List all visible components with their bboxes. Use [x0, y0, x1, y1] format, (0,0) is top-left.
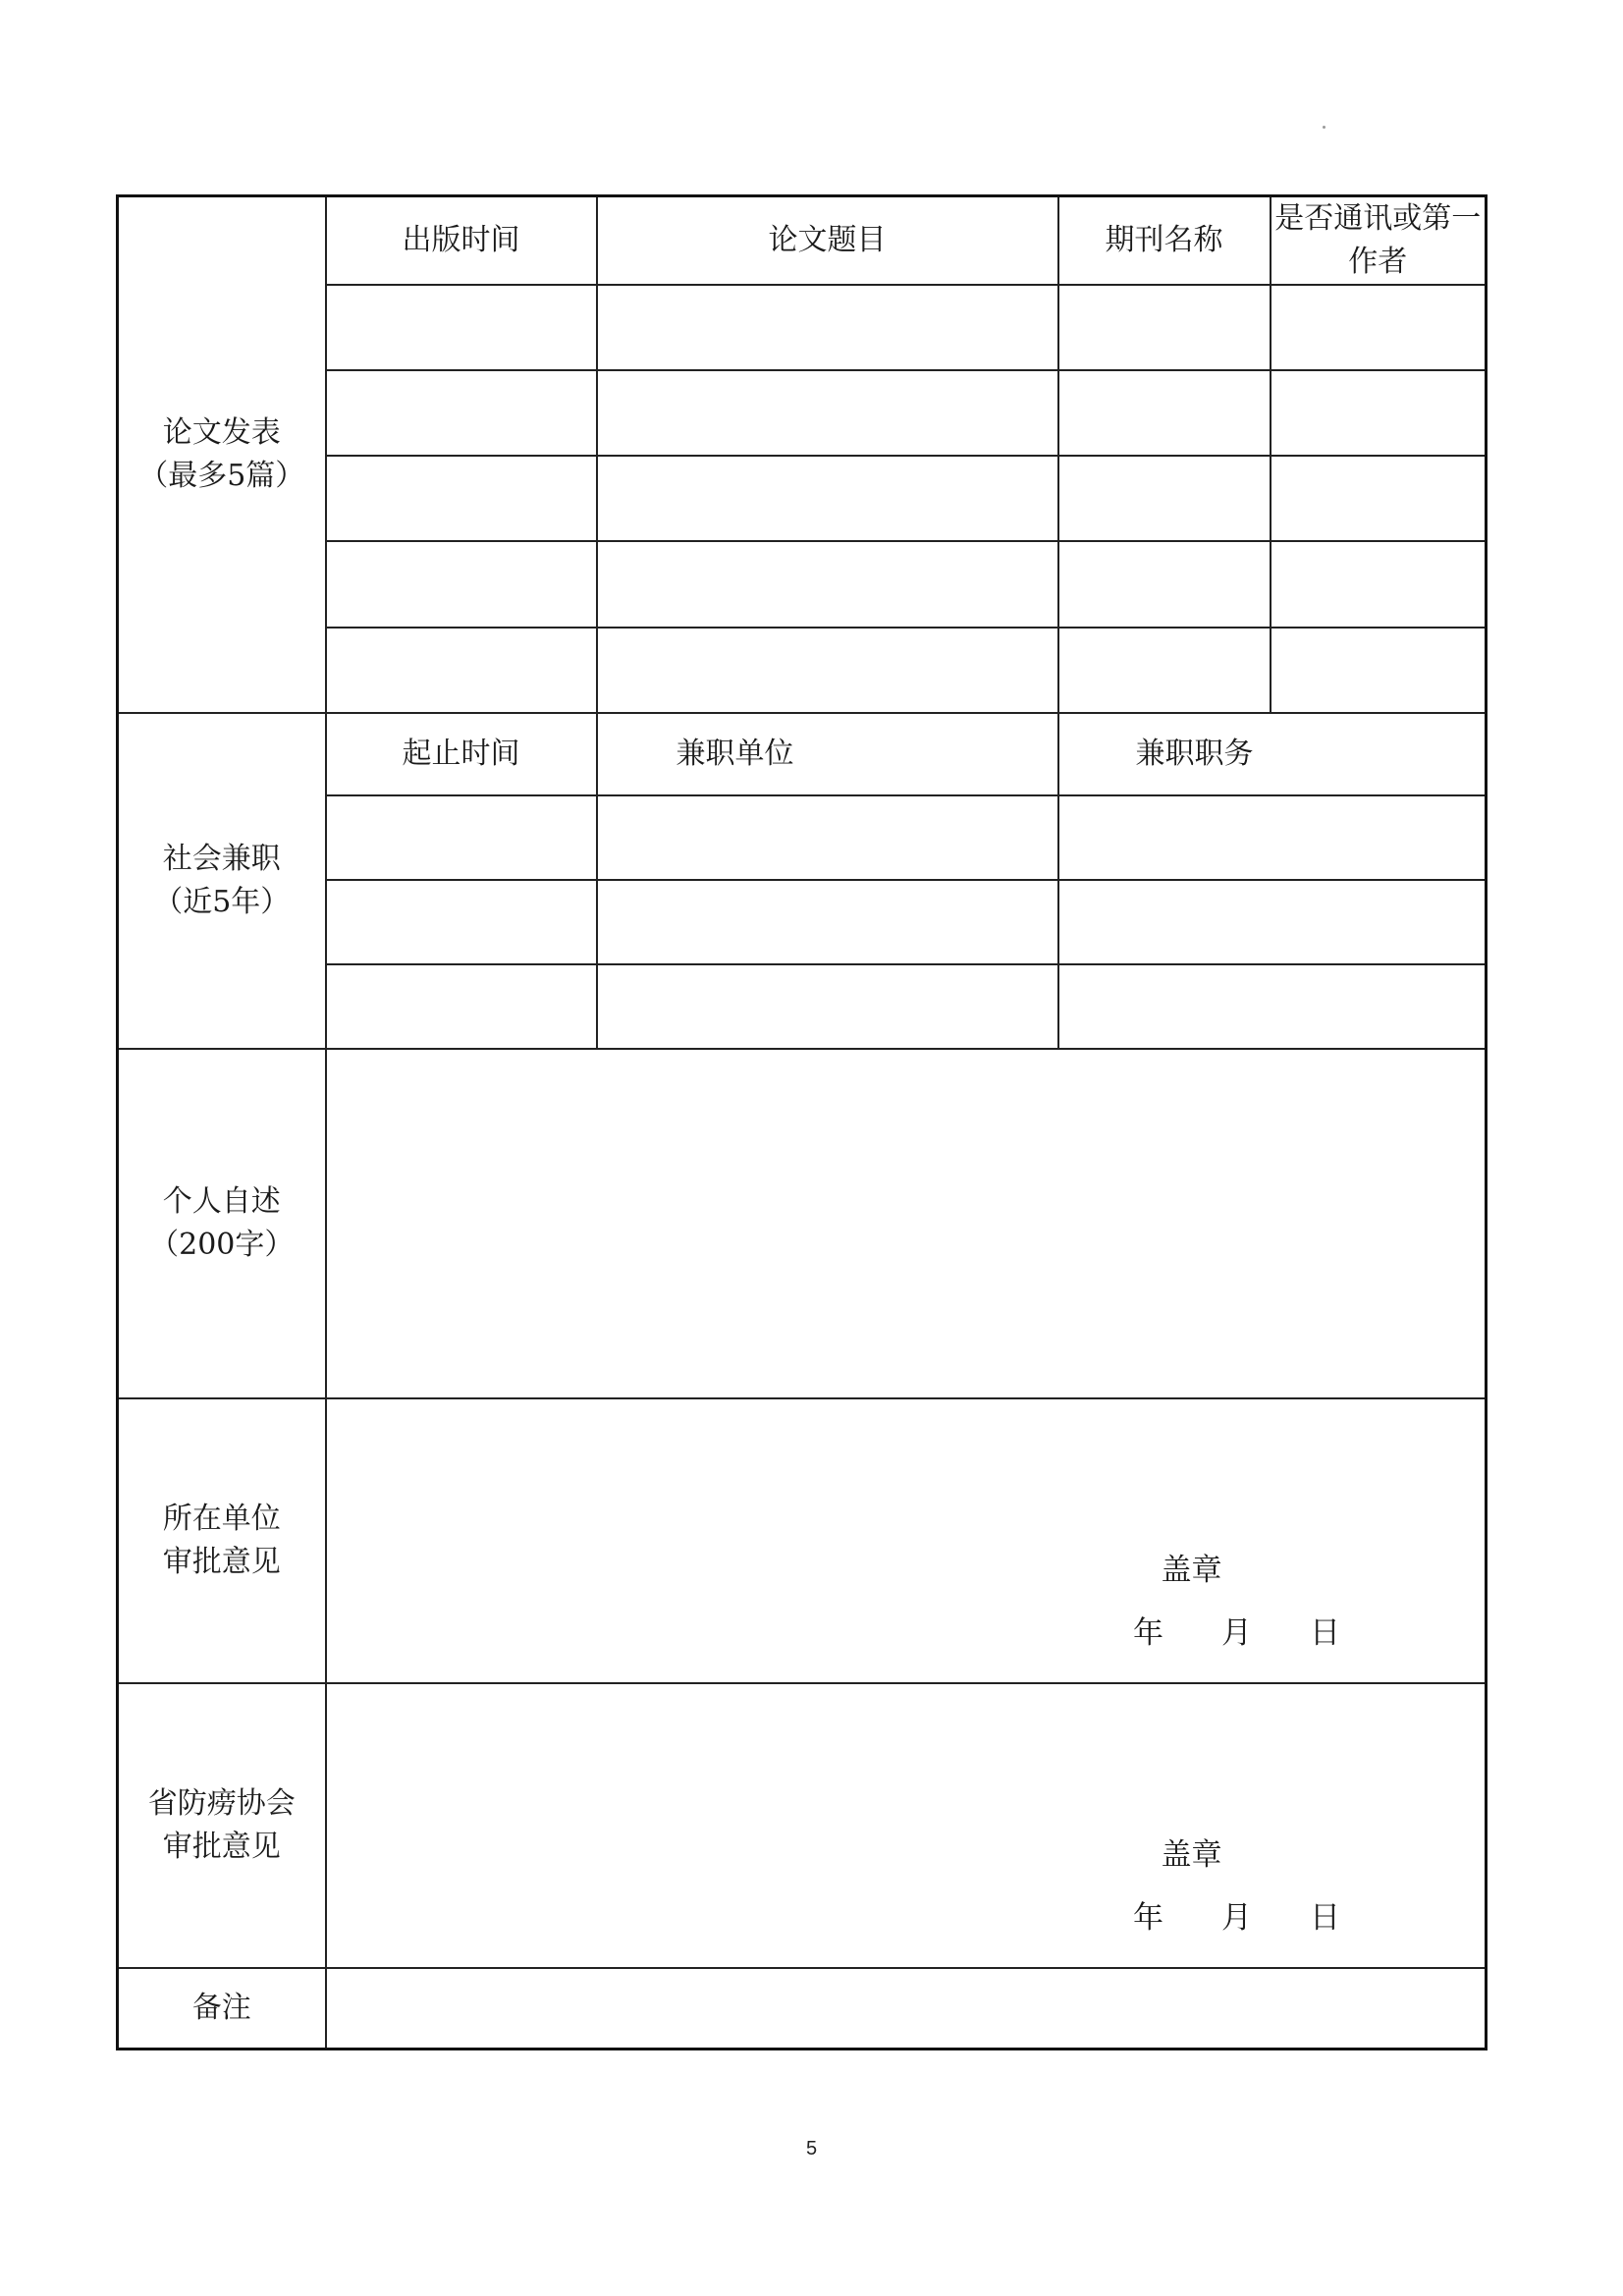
unit-date-day: 日: [1310, 1614, 1340, 1651]
parttime-header-position: 兼职职务: [1058, 713, 1487, 795]
papers-cell-journal[interactable]: [1058, 370, 1271, 456]
remarks-label: 备注: [118, 1968, 326, 2049]
parttime-cell-period[interactable]: [326, 880, 597, 964]
papers-header-journal: 期刊名称: [1058, 196, 1271, 286]
parttime-section-label: [118, 713, 326, 1049]
remarks-row: [118, 1968, 1487, 2049]
papers-cell-first-author[interactable]: [1271, 370, 1487, 456]
papers-cell-date[interactable]: [326, 541, 597, 627]
assoc-approval-label: [118, 1683, 326, 1968]
papers-cell-first-author[interactable]: [1271, 285, 1487, 370]
papers-cell-title[interactable]: [597, 541, 1058, 627]
unit-date-year: 年: [1133, 1614, 1163, 1651]
parttime-cell-position[interactable]: [1058, 795, 1487, 880]
papers-cell-title[interactable]: [597, 628, 1058, 713]
statement-label: [118, 1049, 326, 1397]
parttime-cell-position[interactable]: [1058, 880, 1487, 964]
remarks-content-cell[interactable]: [326, 1968, 1487, 2049]
statement-label-line2: （200字）: [149, 1227, 295, 1262]
assoc-approval-date: [1105, 1896, 1370, 1940]
parttime-header-period: 起止时间: [326, 713, 597, 795]
papers-header-title: 论文题目: [597, 196, 1058, 286]
papers-cell-title[interactable]: [597, 370, 1058, 456]
parttime-cell-unit[interactable]: [597, 795, 1058, 880]
papers-cell-journal[interactable]: [1058, 456, 1271, 541]
parttime-cell-unit[interactable]: [597, 964, 1058, 1049]
parttime-cell-unit[interactable]: [597, 880, 1058, 964]
assoc-seal-text: 盖章: [1161, 1837, 1222, 1874]
unit-approval-label-line1: 所在单位: [162, 1501, 281, 1536]
unit-approval-date: [1105, 1612, 1370, 1655]
papers-cell-title[interactable]: [597, 456, 1058, 541]
parttime-label-line2: （近5年）: [153, 884, 291, 919]
statement-content-cell[interactable]: [326, 1049, 1487, 1397]
scan-speck: [1323, 126, 1325, 129]
parttime-cell-position[interactable]: [1058, 964, 1487, 1049]
papers-cell-first-author[interactable]: [1271, 456, 1487, 541]
parttime-label-line1: 社会兼职: [162, 841, 281, 876]
parttime-cell-period[interactable]: [326, 964, 597, 1049]
papers-cell-date[interactable]: [326, 285, 597, 370]
assoc-approval-row: [118, 1683, 1487, 1968]
papers-cell-date[interactable]: [326, 628, 597, 713]
unit-approval-content-cell[interactable]: [326, 1398, 1487, 1683]
papers-cell-journal[interactable]: [1058, 628, 1271, 713]
unit-approval-label: [118, 1398, 326, 1683]
papers-cell-first-author[interactable]: [1271, 541, 1487, 627]
assoc-approval-label-line1: 省防痨协会: [147, 1786, 296, 1822]
papers-header-first-author: 是否通讯或第一作者: [1271, 196, 1487, 286]
page-number: 5: [805, 2138, 818, 2159]
papers-cell-first-author[interactable]: [1271, 628, 1487, 713]
statement-row: [118, 1049, 1487, 1397]
papers-cell-date[interactable]: [326, 370, 597, 456]
parttime-header-unit: 兼职单位: [597, 713, 1058, 795]
assoc-date-year: 年: [1133, 1900, 1163, 1937]
papers-header-date: 出版时间: [326, 196, 597, 286]
application-form-table: [116, 194, 1488, 2050]
statement-label-line1: 个人自述: [162, 1183, 281, 1219]
unit-date-month: 月: [1221, 1614, 1252, 1651]
assoc-approval-label-line2: 审批意见: [162, 1830, 281, 1865]
parttime-cell-period[interactable]: [326, 795, 597, 880]
papers-header-row: [118, 196, 1487, 286]
assoc-date-month: 月: [1221, 1900, 1252, 1937]
assoc-date-day: 日: [1310, 1900, 1340, 1937]
unit-approval-label-line2: 审批意见: [162, 1544, 281, 1579]
parttime-header-row: [118, 713, 1487, 795]
papers-cell-date[interactable]: [326, 456, 597, 541]
unit-approval-row: [118, 1398, 1487, 1683]
papers-label-line2: （最多5篇）: [138, 458, 305, 493]
unit-seal-text: 盖章: [1161, 1552, 1222, 1588]
papers-section-label: [118, 196, 326, 713]
papers-label-line1: 论文发表: [162, 414, 281, 450]
papers-cell-journal[interactable]: [1058, 285, 1271, 370]
papers-cell-journal[interactable]: [1058, 541, 1271, 627]
assoc-approval-content-cell[interactable]: [326, 1683, 1487, 1968]
papers-cell-title[interactable]: [597, 285, 1058, 370]
